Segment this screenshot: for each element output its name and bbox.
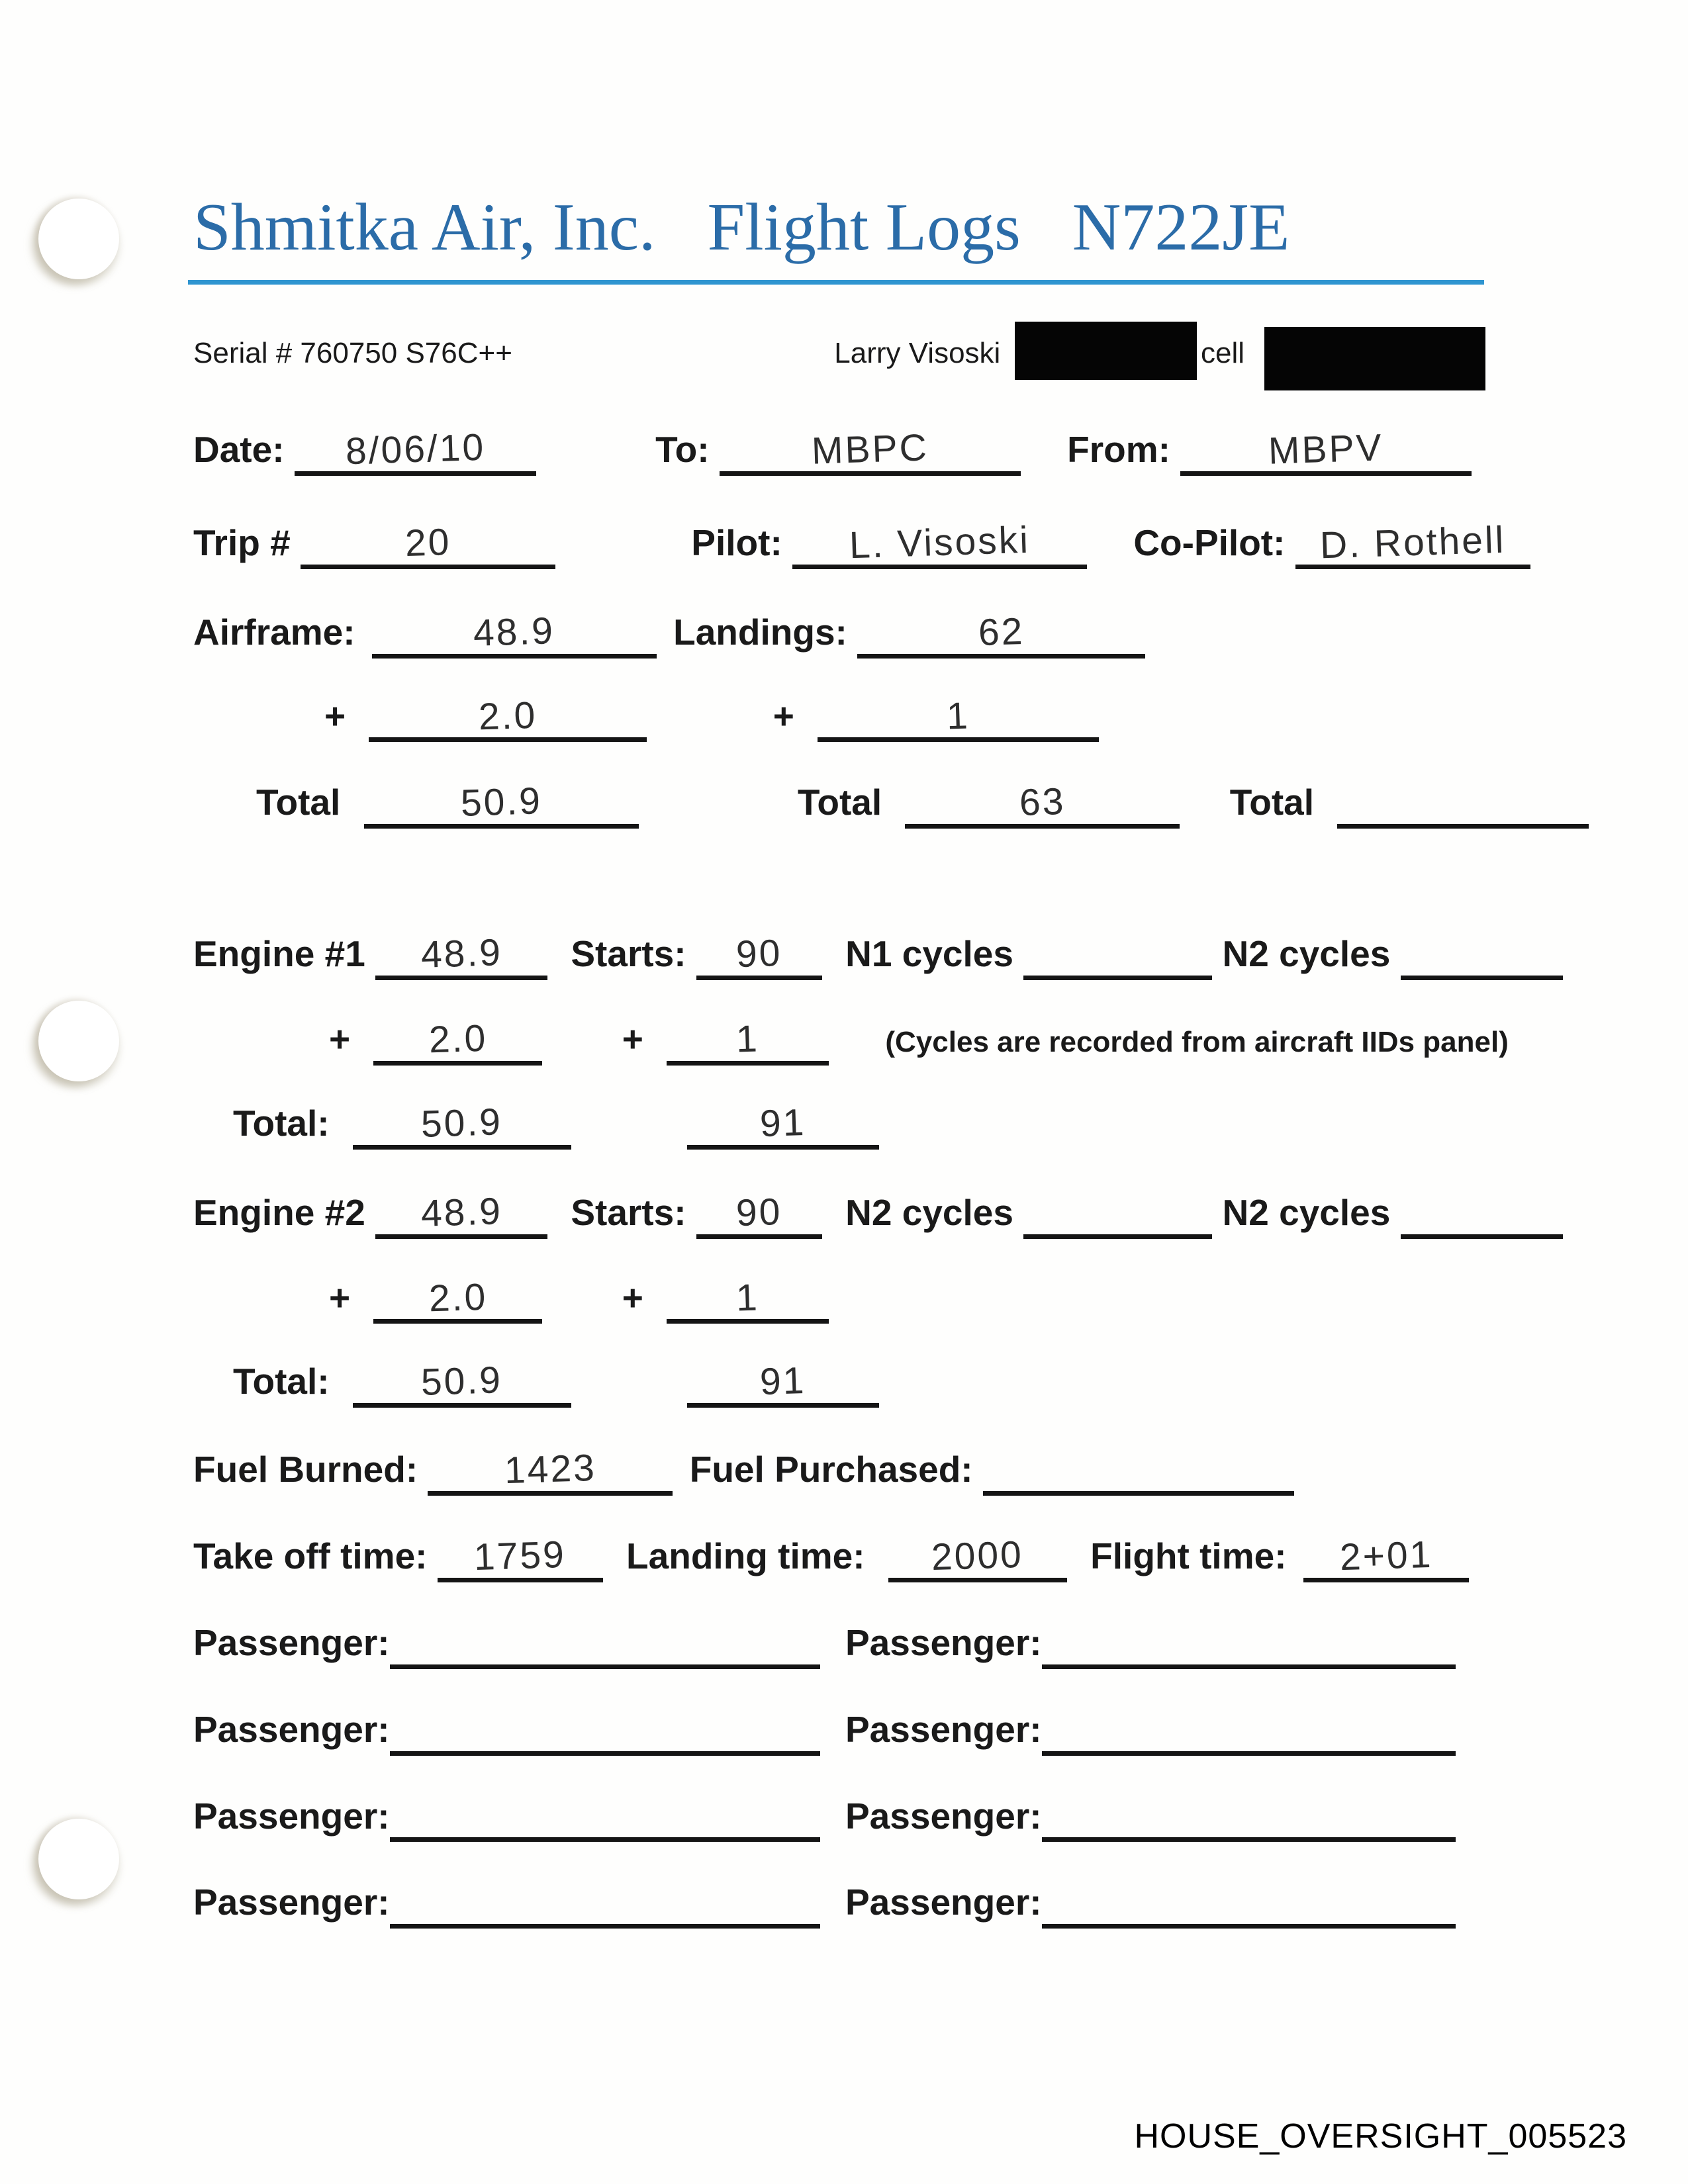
- passenger-value: [598, 1882, 612, 1924]
- engine1-label: Engine #1: [193, 933, 365, 975]
- airframe-added-value: 2.0: [478, 694, 538, 738]
- spare-total-field: [1337, 782, 1589, 829]
- landings-label: Landings:: [673, 611, 847, 653]
- passenger-field: [390, 1709, 820, 1756]
- punch-hole: [38, 1001, 119, 1081]
- engine2-starts-label: Starts:: [571, 1191, 686, 1233]
- passenger-label: Passenger:: [845, 1882, 1042, 1923]
- plus-sign: +: [622, 1277, 643, 1318]
- engine1-n2-cycles-label: N2 cycles: [1222, 933, 1391, 975]
- engine1-n1-cycles-label: N1 cycles: [845, 933, 1013, 975]
- plus-sign: +: [329, 1019, 351, 1060]
- landings-value: 62: [977, 610, 1025, 654]
- engine1-n2-cycles-value: [1475, 933, 1489, 976]
- to-value: MBPC: [810, 426, 929, 473]
- passenger-value: [1242, 1708, 1256, 1751]
- engine2-starts-field: [696, 1192, 822, 1239]
- trip-number-field: [301, 522, 555, 569]
- engine2-total-starts-field: [687, 1361, 879, 1408]
- passenger-value: [1242, 1622, 1256, 1664]
- to-label: To:: [655, 429, 710, 471]
- engine2-n2-cycles-label: N2 cycles: [845, 1191, 1013, 1233]
- passenger-label: Passenger:: [845, 1795, 1042, 1837]
- cycles-note: (Cycles are recorded from aircraft IIDs panel): [885, 1026, 1509, 1059]
- passenger-field: [390, 1882, 820, 1929]
- airframe-hours-value: 48.9: [473, 609, 556, 655]
- engine1-starts-value: 90: [735, 932, 783, 976]
- landing-time-label: Landing time:: [626, 1535, 865, 1577]
- passenger-row: [193, 1709, 1485, 1756]
- engine1-total-hours-field: [353, 1100, 571, 1150]
- from-label: From:: [1067, 429, 1170, 471]
- takeoff-time-value: 1759: [473, 1533, 567, 1579]
- engine2-plus-row: [193, 1277, 1485, 1324]
- landing-time-value: 2000: [931, 1533, 1025, 1579]
- engine1-added-starts-field: [667, 1019, 829, 1066]
- passenger-label: Passenger:: [193, 1708, 390, 1750]
- engine2-total-hours-field: [353, 1361, 571, 1408]
- airframe-total-value: 50.9: [459, 780, 543, 825]
- fuel-burned-label: Fuel Burned:: [193, 1449, 418, 1490]
- passenger-value: [1242, 1795, 1256, 1837]
- to-field: [720, 426, 1021, 476]
- airframe-landings-row: [193, 609, 1485, 659]
- plus-sign: +: [324, 695, 346, 737]
- airframe-total-row: [193, 782, 1485, 829]
- plus-sign: +: [622, 1019, 643, 1060]
- passenger-value: [598, 1795, 612, 1837]
- date-to-from-row: [193, 426, 1485, 476]
- copilot-label: Co-Pilot:: [1133, 522, 1286, 563]
- fuel-burned-field: [428, 1449, 673, 1496]
- engine2-n2-cycles-field: [1023, 1192, 1212, 1239]
- engine2-total-hours-value: 50.9: [420, 1359, 504, 1404]
- engine2-n2-cycles-value: [1475, 1191, 1489, 1234]
- takeoff-time-label: Take off time:: [193, 1535, 428, 1577]
- trip-pilot-row: [193, 518, 1507, 569]
- engine1-total-hours-value: 50.9: [420, 1100, 504, 1146]
- from-field: [1180, 426, 1472, 476]
- engine2-hours-field: [375, 1189, 547, 1239]
- passenger-field: [1042, 1709, 1456, 1756]
- engine2-n2-cycles-field: [1401, 1192, 1563, 1239]
- copilot-field: [1295, 518, 1530, 569]
- fuel-purchased-value: [1131, 1449, 1145, 1491]
- landings-added-field: [818, 696, 1099, 743]
- passenger-row: [193, 1882, 1485, 1929]
- fuel-purchased-label: Fuel Purchased:: [689, 1449, 973, 1490]
- engine1-row: [193, 933, 1485, 980]
- from-value: MBPV: [1268, 426, 1384, 473]
- passenger-row: [193, 1796, 1485, 1843]
- engine1-total-row: [193, 1100, 1485, 1150]
- engine1-total-label: Total:: [233, 1102, 330, 1144]
- flight-time-value: 2+01: [1338, 1533, 1433, 1579]
- landing-time-field: [888, 1535, 1067, 1582]
- engine1-total-starts-value: 91: [759, 1101, 807, 1145]
- contact-name: Larry Visoski: [834, 337, 1001, 370]
- engine1-added-hours-value: 2.0: [428, 1017, 488, 1062]
- engine1-total-starts-field: [687, 1103, 879, 1150]
- engine2-n2-cycles-label: N2 cycles: [1222, 1191, 1391, 1233]
- plus-sign: +: [329, 1277, 351, 1318]
- passenger-row: [193, 1622, 1485, 1669]
- redaction-box: [1015, 322, 1197, 380]
- passenger-field: [390, 1796, 820, 1843]
- engine2-added-hours-field: [373, 1277, 542, 1324]
- passenger-value: [598, 1622, 612, 1664]
- passenger-field: [390, 1622, 820, 1669]
- passenger-value: [598, 1708, 612, 1751]
- passenger-label: Passenger:: [845, 1708, 1042, 1750]
- engine2-hours-value: 48.9: [420, 1189, 503, 1235]
- engine2-total-starts-value: 91: [759, 1359, 807, 1404]
- spare-total-value: [1456, 782, 1470, 824]
- engine1-plus-row: [193, 1017, 1509, 1066]
- engine2-added-hours-value: 2.0: [428, 1275, 488, 1320]
- fuel-row: [193, 1449, 1485, 1496]
- flight-log-page: [193, 190, 1509, 1929]
- takeoff-time-field: [438, 1535, 603, 1582]
- punch-hole: [38, 199, 119, 279]
- engine2-total-label: Total:: [233, 1361, 330, 1402]
- date-value: 8/06/10: [344, 426, 486, 473]
- engine1-n2-cycles-field: [1401, 933, 1563, 980]
- times-row: [193, 1535, 1485, 1582]
- passenger-label: Passenger:: [193, 1795, 390, 1837]
- engine2-starts-value: 90: [735, 1190, 783, 1234]
- fuel-burned-value: 1423: [504, 1447, 597, 1492]
- serial-number: Serial # 760750 S76C++: [193, 337, 512, 370]
- redaction-box: [1264, 327, 1485, 390]
- trip-number-value: 20: [404, 520, 452, 565]
- passenger-field: [1042, 1796, 1456, 1843]
- engine1-added-starts-value: 1: [735, 1017, 760, 1061]
- company-name: Shmitka Air, Inc.: [193, 190, 656, 265]
- engine1-starts-label: Starts:: [571, 933, 686, 975]
- date-label: Date:: [193, 429, 285, 471]
- passenger-value: [1242, 1882, 1256, 1924]
- passenger-label: Passenger:: [193, 1882, 390, 1923]
- tail-number: N722JE: [1072, 190, 1290, 265]
- engine2-added-starts-field: [667, 1277, 829, 1324]
- passenger-label: Passenger:: [193, 1621, 390, 1663]
- engine2-n2-cycles-value: [1111, 1191, 1125, 1234]
- passenger-field: [1042, 1622, 1456, 1669]
- landings-field: [857, 612, 1145, 659]
- document-title: Flight Logs: [707, 190, 1021, 265]
- airframe-label: Airframe:: [193, 611, 355, 653]
- airframe-added-field: [369, 696, 647, 743]
- page-title: [193, 192, 1485, 263]
- title-rule: [188, 280, 1484, 285]
- engine1-starts-field: [696, 933, 822, 980]
- engine2-total-row: [193, 1361, 1485, 1408]
- flight-time-field: [1303, 1535, 1469, 1582]
- engine1-n1-cycles-field: [1023, 933, 1212, 980]
- passenger-label: Passenger:: [845, 1621, 1042, 1663]
- passenger-field: [1042, 1882, 1456, 1929]
- airframe-total-field: [364, 782, 639, 829]
- copilot-value: D. Rothell: [1319, 518, 1507, 567]
- landings-added-value: 1: [946, 694, 970, 738]
- date-field: [295, 426, 536, 476]
- engine1-added-hours-field: [373, 1019, 542, 1066]
- flight-time-label: Flight time:: [1090, 1535, 1287, 1577]
- airframe-plus-row: [193, 696, 1485, 743]
- trip-number-label: Trip #: [193, 522, 291, 563]
- landings-total-value: 63: [1019, 780, 1066, 825]
- punch-hole: [38, 1819, 119, 1899]
- cell-label: cell: [1201, 337, 1245, 370]
- airframe-hours-field: [372, 609, 657, 659]
- engine1-hours-field: [375, 933, 547, 980]
- pilot-field: [792, 518, 1087, 569]
- landings-total-field: [905, 782, 1180, 829]
- engine1-n1-cycles-value: [1111, 933, 1125, 976]
- plus-sign: +: [773, 695, 794, 737]
- engine2-added-starts-value: 1: [735, 1276, 760, 1320]
- pilot-value: L. Visoski: [849, 518, 1031, 567]
- engine2-label: Engine #2: [193, 1191, 365, 1233]
- total-label: Total: [1229, 782, 1315, 823]
- engine1-hours-value: 48.9: [420, 931, 503, 977]
- total-label: Total: [797, 782, 882, 823]
- serial-contact-row: [193, 322, 1485, 385]
- engine2-row: [193, 1189, 1485, 1239]
- bates-number: HOUSE_OVERSIGHT_005523: [1134, 2117, 1627, 2156]
- total-label: Total: [256, 782, 341, 823]
- pilot-label: Pilot:: [691, 522, 782, 563]
- fuel-purchased-field: [983, 1449, 1294, 1496]
